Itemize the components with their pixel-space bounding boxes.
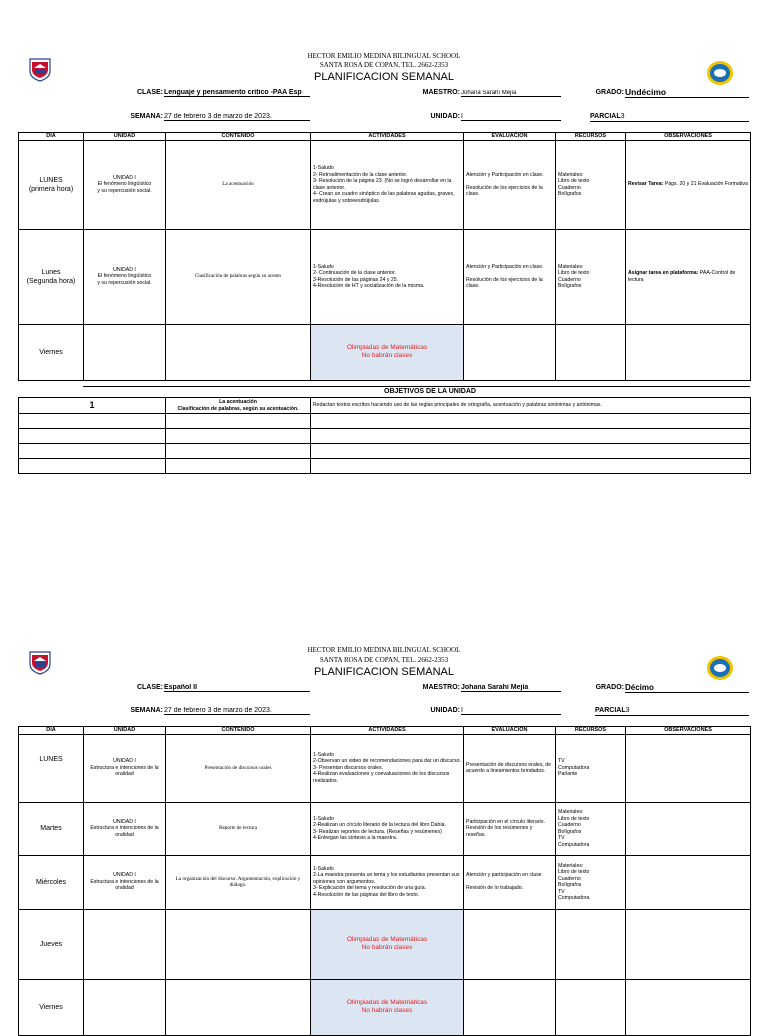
- bilingual-school-seal-icon: [706, 60, 734, 86]
- grado-value: Décimo: [625, 683, 749, 693]
- grado-label: GRADO:: [595, 684, 624, 691]
- clase-value: Español II: [164, 684, 310, 692]
- observaciones-cell: Asignar tarea en plataforma: PAA-Control de lectura: [626, 229, 751, 324]
- note-line: Olimpiadas de Matemáticas: [346, 936, 428, 943]
- observaciones-cell: [626, 909, 751, 979]
- evaluacion-cell: Atención y participación en clase Revisión de lo trabajado.: [464, 855, 556, 909]
- header-observaciones: OBSERVACIONES: [626, 133, 751, 141]
- header-recursos: RECURSOS: [556, 133, 626, 141]
- table-row: [19, 802, 751, 855]
- unidad-label: UNIDAD:: [430, 113, 460, 120]
- parcial-label: PARCIAL3: [590, 113, 625, 120]
- dia-cell: Lunes (Segunda hora): [19, 229, 84, 324]
- unidad-label: UNIDAD:: [430, 707, 460, 714]
- unidad-cell: [84, 979, 166, 1035]
- plan-table-1: [18, 132, 751, 381]
- unidad-cell: UNIDAD I Estructura e intenciones de la oralidad: [84, 734, 166, 802]
- evaluacion-cell: [464, 979, 556, 1035]
- unidad-cell: UNIDAD I El fenómeno lingüístico y su repercusión social.: [84, 140, 166, 229]
- table-row: [19, 734, 751, 802]
- unidad-cell: UNIDAD I Estructura e intenciones de la oralidad: [84, 855, 166, 909]
- actividades-cell: 1-Saludo 2-La maestra presenta un tema y los estudiantes presentan sus opiniones con argumentos. 3- Explicación del tema y resolución de una guía. 4-Resolución de las páginas del libro de texto.: [311, 855, 464, 909]
- semana-value: 27 de febrero 3 de marzo de 2023.: [164, 707, 310, 715]
- unidad-value: I: [461, 113, 561, 121]
- recursos-cell: [556, 979, 626, 1035]
- unidad-cell: [84, 909, 166, 979]
- contenido-cell: Clasificación de palabras según su acento: [166, 229, 311, 324]
- school-name: HECTOR EMILIO MEDINA BILINGUAL SCHOOL: [307, 52, 461, 60]
- header-dia: DIA: [19, 133, 84, 141]
- page-title: PLANIFICACION SEMANAL: [314, 666, 454, 678]
- header-unidad: UNIDAD: [84, 727, 166, 735]
- table-row: [19, 414, 751, 429]
- actividades-cell: 1-Saludo 2-Observan un video de recomendaciones para dar un discurso. 3- Presentan discursos orales. 4-Realizan evaluaciones y coevaluaciones de los discursos realizados.: [311, 734, 464, 802]
- unidad-cell: [84, 324, 166, 380]
- school-address: SANTA ROSA DE COPAN, TEL. 2662-2353: [319, 656, 449, 664]
- evaluacion-cell: [464, 909, 556, 979]
- observaciones-cell: [626, 802, 751, 855]
- observaciones-cell: [626, 979, 751, 1035]
- header-dia: DIA: [19, 727, 84, 735]
- recursos-cell: TV Computadora Parlante: [556, 734, 626, 802]
- contenido-cell: [166, 324, 311, 380]
- header-contenido: CONTENIDO: [166, 133, 311, 141]
- contenido-cell: Presentación de discursos orales: [166, 734, 311, 802]
- clase-label: CLASE:: [136, 89, 163, 96]
- table-row: [19, 855, 751, 909]
- clase-label: CLASE:: [136, 684, 163, 691]
- recursos-cell: [556, 324, 626, 380]
- actividades-cell: 1-Saludo 2- Continuación de la clase anterior. 3-Resolución de las páginas 24 y 25. 4-Resolución de HT y socialización de la misma.: [311, 229, 464, 324]
- clase-value: Lenguaje y pensamiento crítico -PAA Esp: [164, 89, 310, 97]
- header-evaluacion: EVALUACION: [464, 727, 556, 735]
- activity-note-cell: [311, 909, 464, 979]
- maestro-label: MAESTRO:: [422, 684, 460, 691]
- objective-topic: La acentuación Clasificación de palabras, según su acentuación.: [166, 398, 311, 414]
- header-unidad: UNIDAD: [84, 133, 166, 141]
- unidad-cell: UNIDAD I Estructura e intenciones de la oralidad: [84, 802, 166, 855]
- activity-note-cell: [311, 324, 464, 380]
- actividades-cell: 1-Saludo 2-Realizan un círculo literario de la lectura del libro Dahia. 3- Realizan reportes de lectura. (Reseñas y resúmenes) 4-Entregan las síntesis a la maestra.: [311, 802, 464, 855]
- recursos-cell: Materiales: Libro de texto Cuaderno Bolígrafos TV Computadora: [556, 855, 626, 909]
- table-row: [19, 324, 751, 380]
- table-row: [19, 459, 751, 474]
- evaluacion-cell: Atención y Participación en clase. Resolución de los ejercicios de la clase.: [464, 229, 556, 324]
- observaciones-cell: Revisar Tarea: Págs. 20 y 21 Evaluación Formativa: [626, 140, 751, 229]
- school-address: SANTA ROSA DE COPAN, TEL. 2662-2353: [319, 61, 449, 69]
- header-observaciones: OBSERVACIONES: [626, 727, 751, 735]
- page-title: PLANIFICACION SEMANAL: [314, 71, 454, 83]
- semana-label: SEMANA:: [130, 707, 163, 714]
- note-line: No habrán clases: [361, 944, 413, 951]
- header-actividades: ACTIVIDADES: [311, 133, 464, 141]
- observaciones-cell: [626, 855, 751, 909]
- note-line: No habrán clases: [361, 352, 413, 359]
- maestro-value: Johana Sarahí Mejía: [461, 684, 561, 692]
- bilingual-school-seal-icon: [706, 655, 734, 681]
- table-header-row: [19, 133, 751, 141]
- parcial-label: PARCIAL3: [595, 707, 630, 714]
- header-actividades: ACTIVIDADES: [311, 727, 464, 735]
- semana-value: 27 de febrero 3 de marzo de 2023.: [164, 113, 310, 121]
- contenido-cell: Reporte de lectura: [166, 802, 311, 855]
- objective-text: Redactan textos escritos haciendo uso de las reglas principales de ortografía, acentuación y palabras sinónimas y antónimas.: [311, 398, 751, 414]
- evaluacion-cell: Atención y Participación en clase. Resolución de los ejercicios de la clase.: [464, 140, 556, 229]
- table-row: [19, 398, 751, 414]
- table-row: [19, 429, 751, 444]
- table-header-row: [19, 727, 751, 735]
- observaciones-cell: [626, 324, 751, 380]
- table-row: [19, 909, 751, 979]
- dia-cell: Martes: [19, 802, 84, 855]
- table-row: [19, 140, 751, 229]
- note-line: Olimpiadas de Matemáticas: [346, 999, 428, 1006]
- objectives-table: [18, 397, 751, 474]
- evaluacion-cell: [464, 324, 556, 380]
- header-recursos: RECURSOS: [556, 727, 626, 735]
- contenido-cell: La organización del discurso: Argumentación, explicación y diálogo.: [166, 855, 311, 909]
- evaluacion-cell: Presentación de discursos orales, de acuerdo a lineamientos brindados.: [464, 734, 556, 802]
- evaluacion-cell: Participación en el círculo literario. Revisión de los resúmenes y reseñas.: [464, 802, 556, 855]
- table-row: [19, 979, 751, 1035]
- table-row: [19, 229, 751, 324]
- note-line: Olimpiadas de Matemáticas: [346, 344, 428, 351]
- unidad-value: I: [461, 707, 561, 715]
- recursos-cell: Materiales: Libro de texto Cuaderno Bolígrafos TV Computadora: [556, 802, 626, 855]
- maestro-label: MAESTRO:: [422, 89, 460, 96]
- contenido-cell: [166, 909, 311, 979]
- dia-cell: Miércoles: [19, 855, 84, 909]
- dia-cell: Viernes: [19, 979, 84, 1035]
- dia-cell: LUNES: [19, 734, 84, 802]
- observaciones-cell: [626, 734, 751, 802]
- parcial-underline: [595, 707, 749, 716]
- school-crest-icon: [26, 649, 54, 675]
- parcial-underline: [590, 113, 749, 122]
- table-row: [19, 444, 751, 459]
- plan-table-2: [18, 726, 751, 1036]
- school-name: HECTOR EMILIO MEDINA BILINGUAL SCHOOL: [307, 646, 461, 654]
- grado-label: GRADO:: [595, 89, 624, 96]
- maestro-value: Johana Sarahí Mejía: [461, 90, 561, 97]
- activity-note-cell: [311, 979, 464, 1035]
- dia-cell: LUNES (primera hora): [19, 140, 84, 229]
- objectives-title: OBJETIVOS DE LA UNIDAD: [384, 388, 476, 395]
- header-evaluacion: EVALUACION: [464, 133, 556, 141]
- dia-cell: Jueves: [19, 909, 84, 979]
- grado-value: Undécimo: [625, 87, 749, 98]
- unidad-cell: UNIDAD I El fenómeno lingüístico y su repercusión social.: [84, 229, 166, 324]
- objectives-rule: [83, 386, 750, 387]
- actividades-cell: 1-Saludo 2- Retroalimentación de la clase anterior. 3- Resolución de la página 23. (No se logró desarrollar en la clase anterior. 4- Crean un cuadro sinóptico de las palabras agudas, graves, esdrújulas y sobreesdrújulas.: [311, 140, 464, 229]
- contenido-cell: [166, 979, 311, 1035]
- dia-cell: Viernes: [19, 324, 84, 380]
- recursos-cell: [556, 909, 626, 979]
- recursos-cell: Materiales: Libro de texto Cuaderno Bolígrafos: [556, 229, 626, 324]
- objective-number: 1: [19, 398, 166, 414]
- school-crest-icon: [26, 56, 54, 82]
- note-line: No habrán clases: [361, 1007, 413, 1014]
- semana-label: SEMANA:: [130, 113, 163, 120]
- header-contenido: CONTENIDO: [166, 727, 311, 735]
- recursos-cell: Materiales: Libro de texto Cuaderno Bolígrafos: [556, 140, 626, 229]
- contenido-cell: La acentuación: [166, 140, 311, 229]
